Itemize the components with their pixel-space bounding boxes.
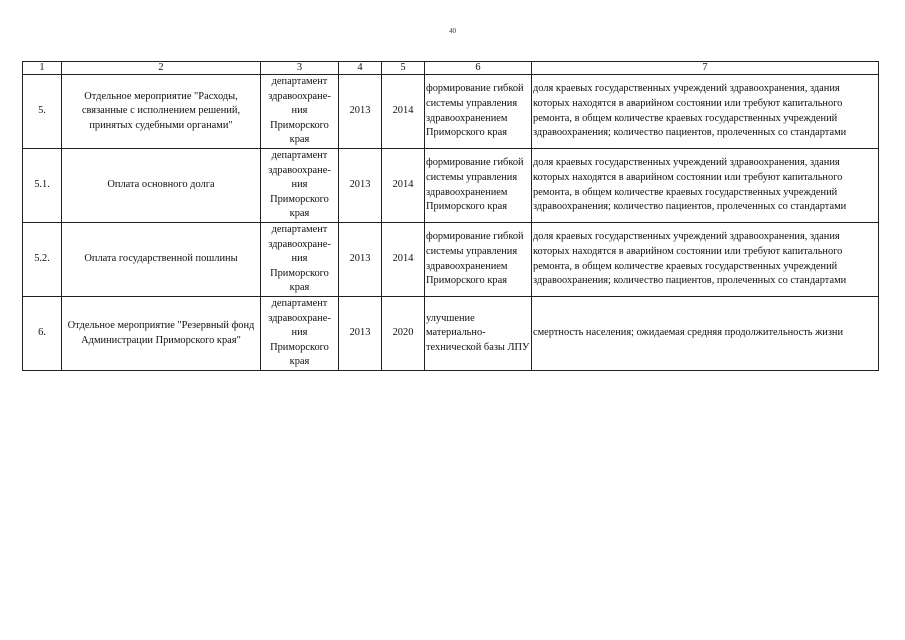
start-year: 2013 bbox=[339, 223, 382, 297]
column-header-4: 4 bbox=[339, 62, 382, 75]
end-year: 2020 bbox=[382, 297, 425, 371]
indicator: доля краевых государственных учреждений здравоохранения, здания которых находятся в аварийном состоянии или требуют капитального ремонта, в общем количестве краевых государственных учреждений здравоохранения; количество пациентов, пролеченных со стандартами bbox=[532, 223, 879, 297]
table-row bbox=[23, 75, 879, 149]
start-year: 2013 bbox=[339, 149, 382, 223]
indicator: доля краевых государственных учреждений здравоохранения, здания которых находятся в аварийном состоянии или требуют капитального ремонта, в общем количестве краевых государственных учреждений здравоохранения; количество пациентов, пролеченных со стандартами bbox=[532, 75, 879, 149]
expected-result: формирование гибкой системы управления здравоохранением Приморского края bbox=[425, 149, 532, 223]
start-year: 2013 bbox=[339, 75, 382, 149]
activity-name: Оплата основного долга bbox=[62, 149, 261, 223]
row-number: 6. bbox=[23, 297, 62, 371]
activity-name: Отдельное мероприятие "Расходы, связанные с исполнением решений, принятых судебными органами" bbox=[62, 75, 261, 149]
row-number: 5. bbox=[23, 75, 62, 149]
page-number: 40 bbox=[449, 27, 456, 35]
table-row bbox=[23, 149, 879, 223]
column-header-3: 3 bbox=[261, 62, 339, 75]
executor: департамент здравоохране-ния Приморского края bbox=[261, 149, 339, 223]
program-table bbox=[22, 61, 879, 371]
expected-result: формирование гибкой системы управления здравоохранением Приморского края bbox=[425, 75, 532, 149]
row-number: 5.2. bbox=[23, 223, 62, 297]
row-number: 5.1. bbox=[23, 149, 62, 223]
table-row bbox=[23, 223, 879, 297]
activity-name: Оплата государственной пошлины bbox=[62, 223, 261, 297]
header-row bbox=[23, 62, 879, 75]
activity-name: Отдельное мероприятие "Резервный фонд Администрации Приморского края" bbox=[62, 297, 261, 371]
executor: департамент здравоохране-ния Приморского края bbox=[261, 297, 339, 371]
expected-result: улучшение материально-технической базы ЛПУ bbox=[425, 297, 532, 371]
table-row bbox=[23, 297, 879, 371]
indicator: смертность населения; ожидаемая средняя продолжительность жизни bbox=[532, 297, 879, 371]
column-header-5: 5 bbox=[382, 62, 425, 75]
end-year: 2014 bbox=[382, 75, 425, 149]
executor: департамент здравоохране-ния Приморского края bbox=[261, 75, 339, 149]
column-header-1: 1 bbox=[23, 62, 62, 75]
column-header-7: 7 bbox=[532, 62, 879, 75]
start-year: 2013 bbox=[339, 297, 382, 371]
expected-result: формирование гибкой системы управления здравоохранением Приморского края bbox=[425, 223, 532, 297]
column-header-6: 6 bbox=[425, 62, 532, 75]
end-year: 2014 bbox=[382, 223, 425, 297]
column-header-2: 2 bbox=[62, 62, 261, 75]
end-year: 2014 bbox=[382, 149, 425, 223]
indicator: доля краевых государственных учреждений здравоохранения, здания которых находятся в аварийном состоянии или требуют капитального ремонта, в общем количестве краевых государственных учреждений здравоохранения; количество пациентов, пролеченных со стандартами bbox=[532, 149, 879, 223]
executor: департамент здравоохране-ния Приморского края bbox=[261, 223, 339, 297]
